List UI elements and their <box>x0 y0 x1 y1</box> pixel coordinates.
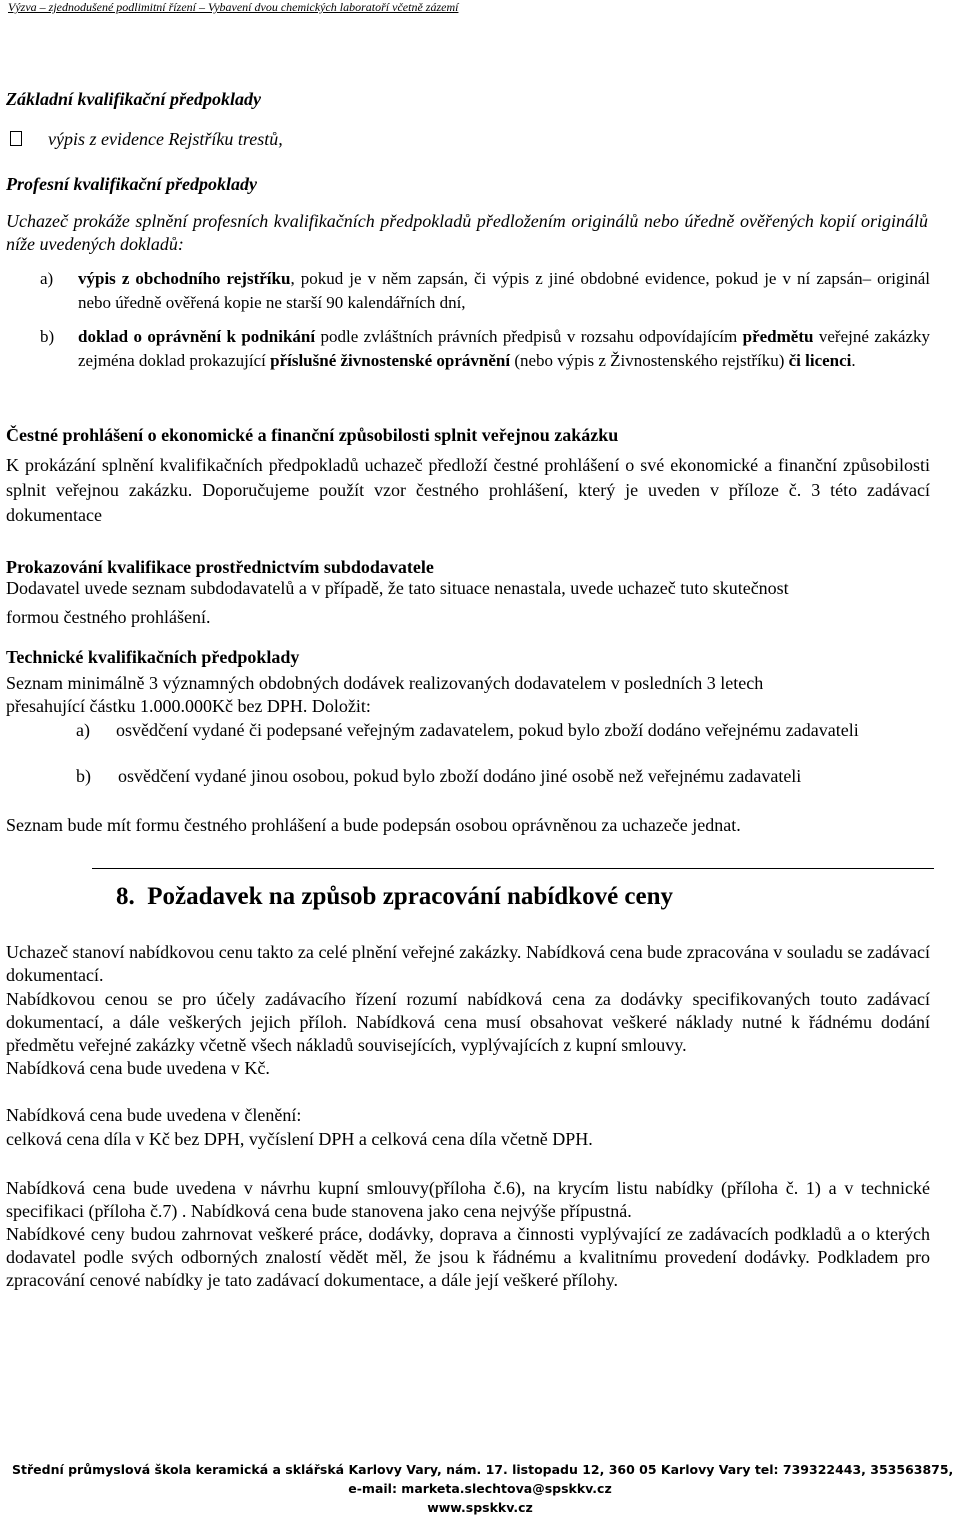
section8-paragraph-5: Nabídková cena bude uvedena v návrhu kupní smlouvy(příloha č.6), na krycím listu nabídky (příloha č. 1) a v technické specifikaci (příloha č.7) . Nabídková cena bude stanovena jako cena nejvýše přípustná. <box>6 1178 930 1221</box>
subcontractor-line1: Dodavatel uvede seznam subdodavatelů a v případě, že tato situace nenastala, uvede uchazeč tuto skutečnost <box>6 578 789 598</box>
footer-website: www.spskkv.cz <box>427 1500 533 1515</box>
technical-item-a: osvědčení vydané či podepsané veřejným zadavatelem, pokud bylo zboží dodáno veřejnému zadavateli <box>116 720 859 740</box>
list-label-b: b) <box>40 327 55 346</box>
section8-paragraph-2: Nabídkovou cenou se pro účely zadávacího řízení rozumí nabídková cena za dodávky specifikovaných touto zadávací dokumentací, a dále veškerých jejich příloh. Nabídková cena musí obsahovat veškeré náklady nutné k řádnému dodání předmětu veřejné zakázky včetně všech nákladů souvisejících, vyplývajících z kupní smlouvy. <box>6 989 930 1055</box>
section8-paragraph-3: Nabídková cena bude uvedena v Kč. <box>6 1058 270 1078</box>
professional-item-a <box>78 267 930 315</box>
section8-paragraph-1: Uchazeč stanoví nabídkovou cenu takto za celé plnění veřejné zakázky. Nabídková cena bude zpracována v souladu se zadávací dokumentací. <box>6 942 930 985</box>
professional-item-b <box>78 325 930 373</box>
section8-heading <box>116 882 673 912</box>
technical-line1: Seznam minimálně 3 významných obdobných dodávek realizovaných dodavatelem v posledních 3 letech <box>6 673 764 693</box>
professional-qualification-heading: Profesní kvalifikační předpoklady <box>6 174 257 194</box>
section8-paragraph-4b: celková cena díla v Kč bez DPH, vyčíslení DPH a celková cena díla včetně DPH. <box>6 1129 593 1149</box>
professional-item-b-text1: podle zvláštních právních předpisů v rozsahu odpovídajícím <box>315 327 743 346</box>
footer-email: e-mail: marketa.slechtova@spskkv.cz <box>348 1481 612 1496</box>
professional-item-b-bold2: předmětu <box>742 327 814 346</box>
technical-heading: Technické kvalifikačních předpoklady <box>6 647 300 667</box>
basic-qualification-heading: Základní kvalifikační předpoklady <box>6 89 261 109</box>
footer-address: Střední průmyslová škola keramická a sklářská Karlovy Vary, nám. 17. listopadu 12, 360 05 Karlovy Vary tel: 739322443, 353563875, <box>12 1462 954 1477</box>
economic-heading: Čestné prohlášení o ekonomické a finanční způsobilosti splnit veřejnou zakázku <box>6 425 619 445</box>
section8-paragraph-4a: Nabídková cena bude uvedena v členění: <box>6 1105 302 1125</box>
subcontractor-heading: Prokazování kvalifikace prostřednictvím subdodavatele <box>6 557 434 577</box>
technical-label-a: a) <box>76 720 90 740</box>
professional-item-b-bold4: či licenci <box>788 351 852 370</box>
professional-item-b-bold3: příslušné živnostenské oprávnění <box>270 351 511 370</box>
running-header: Výzva – zjednodušené podlimitní řízení – Vybavení dvou chemických laboratoří včetně zázemí <box>8 0 459 14</box>
page-footer <box>0 1460 960 1517</box>
section8-title: Požadavek na způsob zpracování nabídkové ceny <box>147 883 674 910</box>
technical-closing: Seznam bude mít formu čestného prohlášení a bude podepsán osobou oprávněnou za uchazeče jednat. <box>6 815 741 835</box>
basic-bullet-text: výpis z evidence Rejstříku trestů, <box>48 129 283 149</box>
checkbox-bullet-icon <box>10 131 22 146</box>
professional-intro: Uchazeč prokáže splnění profesních kvalifikačních předpokladů předložením originálů nebo úředně ověřených kopií originálů níže uvedených dokladů: <box>6 211 928 254</box>
economic-text: K prokázání splnění kvalifikačních předpokladů uchazeč předloží čestné prohlášení o své ekonomické a finanční způsobilosti splnit veřejnou zakázku. Doporučujeme použít vzor čestného prohlášení, který je uveden v příloze č. 3 této zadávací dokumentace <box>6 455 930 525</box>
professional-item-a-bold: výpis z obchodního rejstříku <box>78 269 291 288</box>
list-label-a: a) <box>40 269 54 288</box>
technical-label-b: b) <box>76 766 91 786</box>
section8-number: 8. <box>116 883 135 910</box>
subcontractor-line2: formou čestného prohlášení. <box>6 607 211 627</box>
professional-item-b-bold1: doklad o oprávnění k podnikání <box>78 327 316 346</box>
professional-item-a-text: , pokud je v něm zapsán, či výpis z jiné obdobné evidence, pokud je v ní zapsán– originál nebo úředně ověřená kopie ne starší 90 kalendářních dní, <box>78 269 931 312</box>
technical-item-b: osvědčení vydané jinou osobou, pokud bylo zboží dodáno jiné osobě než veřejnému zadavateli <box>118 766 802 786</box>
professional-item-b-text4: . <box>851 351 856 370</box>
professional-item-b-text3: (nebo výpis z Živnostenského rejstříku) <box>510 351 789 370</box>
technical-line2: přesahující částku 1.000.000Kč bez DPH. Doložit: <box>6 696 371 716</box>
basic-bullet-item <box>10 128 283 151</box>
section-divider <box>92 868 934 869</box>
section8-paragraph-6: Nabídkové ceny budou zahrnovat veškeré práce, dodávky, doprava a činnosti vyplývající ze zadávacích podkladů a o kterých dodavatel podle svých odborných znalostí vědět měl, že jsou k řádnému a kvalitnímu provedení dodávky. Podkladem pro zpracování cenové nabídky je tato zadávací dokumentace, a dále její veškeré přílohy. <box>6 1224 930 1290</box>
professional-item-b-text2: veřejné zakázky zejména doklad prokazující <box>78 327 930 370</box>
